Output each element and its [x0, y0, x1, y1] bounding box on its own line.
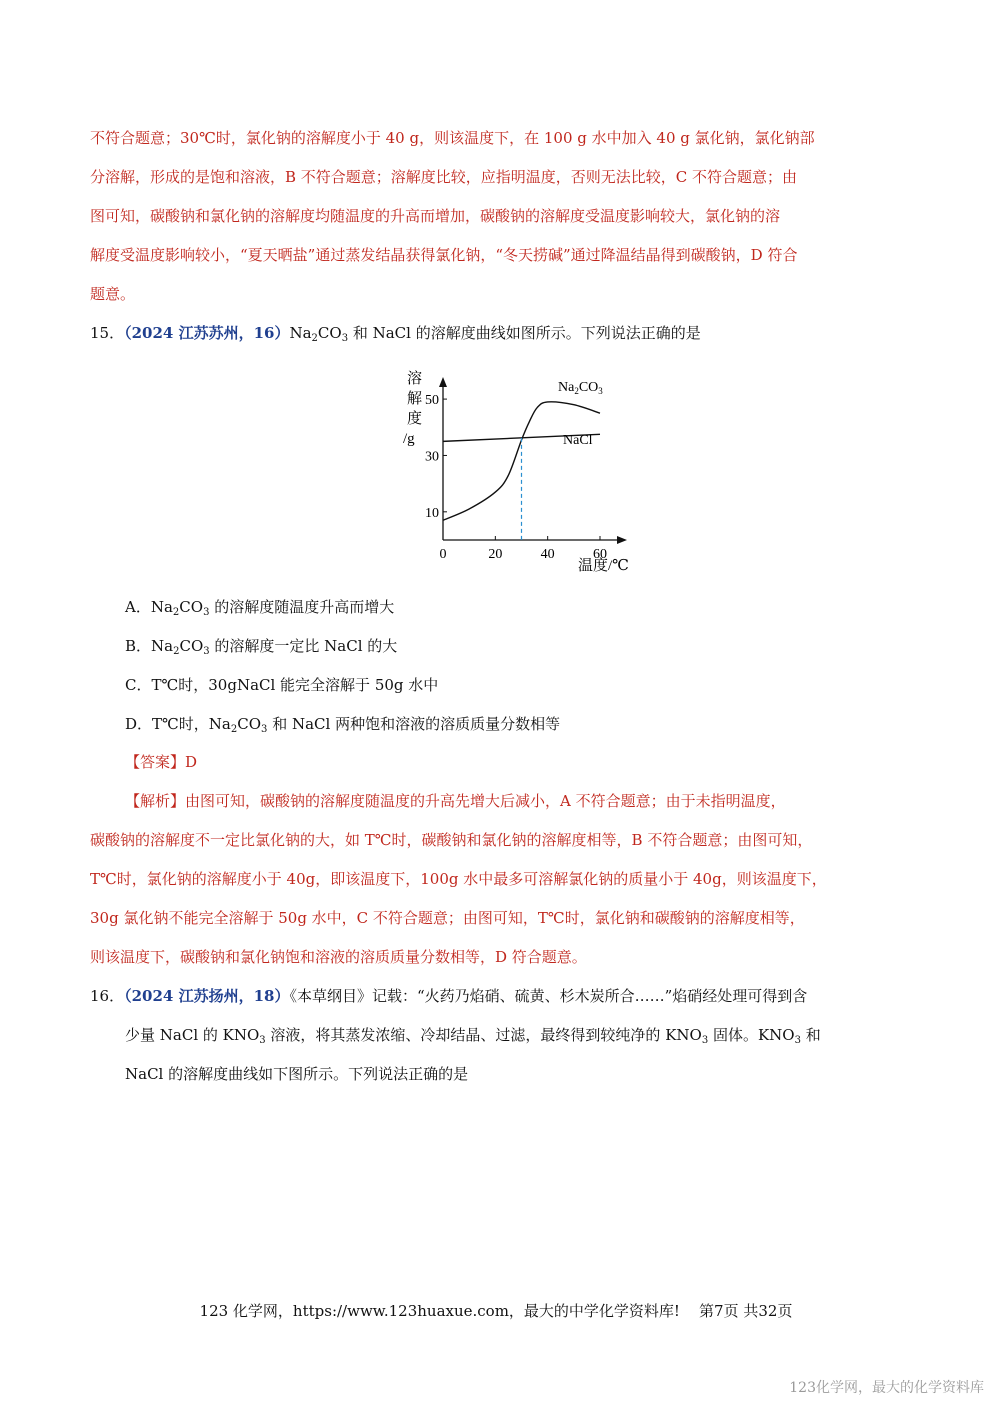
formula-text: CO	[179, 598, 204, 616]
answer-value: D	[185, 753, 198, 771]
analysis-line	[125, 791, 786, 811]
subscript: 3	[341, 333, 349, 344]
option-text: 的溶解度随温度升高而增大	[209, 598, 395, 616]
x-tick-label: 60	[593, 547, 607, 562]
option-a	[125, 597, 394, 617]
formula-text: CO	[237, 715, 262, 733]
analysis-line: 解度受温度影响较小，“夏天晒盐”通过蒸发结晶获得氯化钠，“冬天捞碱”通过降温结晶得到碳酸钠，D 符合	[90, 246, 798, 264]
page-footer	[0, 1300, 992, 1321]
analysis-label: 【解析】	[125, 792, 186, 810]
question-16-line-2	[125, 1025, 821, 1045]
x-tick-label: 0	[439, 547, 447, 562]
y-tick-label: 50	[425, 393, 439, 409]
analysis-text: 由图可知，碳酸钠的溶解度随温度的升高先增大后减小，A 不符合题意；由于未指明温度，	[185, 792, 786, 810]
subscript: 3	[203, 607, 210, 618]
option-text: A．Na	[125, 598, 173, 616]
analysis-line: 则该温度下，碳酸钠和氯化钠饱和溶液的溶质质量分数相等，D 符合题意。	[90, 948, 587, 966]
subscript: 2	[172, 607, 180, 618]
question-text: 和 NaCl 的溶解度曲线如图所示。下列说法正确的是	[348, 324, 701, 342]
x-axis-arrow	[617, 536, 627, 544]
x-tick-label: 40	[540, 547, 555, 562]
y-label-char: 解	[407, 391, 423, 407]
question-text: 少量 NaCl 的 KNO	[125, 1026, 260, 1044]
solubility-chart	[395, 365, 655, 580]
option-text: 和 NaCl 两种饱和溶液的溶质质量分数相等	[267, 715, 561, 733]
question-number: 15．	[90, 324, 125, 342]
footer-text: 123 化学网，https://www.123huaxue.com，最大的中学化学资料库!	[199, 1302, 680, 1320]
page-number: 第7页 共32页	[699, 1302, 793, 1320]
watermark: 123化学网，最大的化学资料库	[789, 1380, 984, 1396]
x-axis-label: 温度/℃	[578, 558, 629, 574]
y-axis-arrow	[439, 377, 447, 387]
y-axis-label	[403, 370, 422, 447]
question-text: 《本草纲目》记载：“火药乃焰硝、硫黄、杉木炭所合……”焰硝经处理可得到含	[289, 987, 808, 1005]
subscript: 3	[701, 1035, 709, 1046]
option-b	[125, 636, 397, 656]
formula-text: CO	[179, 637, 204, 655]
subscript: 2	[311, 333, 318, 344]
question-source: （2024 江苏苏州，16）	[124, 324, 290, 342]
subscript: 3	[203, 646, 210, 657]
option-text: D．T℃时，Na	[125, 715, 231, 733]
option-text: 的溶解度一定比 NaCl 的大	[209, 637, 398, 655]
question-source: （2024 江苏扬州，18）	[124, 987, 290, 1005]
subscript: 3	[261, 724, 268, 735]
y-tick-label: 10	[425, 505, 439, 521]
option-text: B．Na	[125, 637, 174, 655]
analysis-line: 分溶解，形成的是饱和溶液，B 不符合题意；溶解度比较，应指明温度，否则无法比较，C 不符合题意；由	[90, 168, 798, 186]
y-label-char: 度	[407, 411, 423, 427]
question-text: 固体。KNO	[708, 1026, 795, 1044]
analysis-line: 不符合题意；30℃时，氯化钠的溶解度小于 40 g，则该温度下，在 100 g 水中加入 40 g 氯化钠，氯化钠部	[90, 129, 815, 147]
x-tick-label: 20	[488, 547, 503, 562]
y-tick-label: 30	[425, 449, 439, 465]
analysis-line: 题意。	[90, 285, 136, 303]
subscript: 3	[259, 1035, 266, 1046]
y-label-char: /g	[403, 431, 415, 447]
analysis-line: 碳酸钠的溶解度不一定比氯化钠的大，如 T℃时，碳酸钠和氯化钠的溶解度相等，B 不符合题意；由图可知，	[90, 831, 813, 849]
question-16-stem	[90, 986, 807, 1006]
y-label-char: 溶	[407, 371, 423, 387]
formula-text: CO	[317, 324, 342, 342]
subscript: 2	[230, 724, 238, 735]
legend-nacl: NaCl	[563, 433, 593, 448]
option-c: C．T℃时，30gNaCl 能完全溶解于 50g 水中	[125, 676, 439, 694]
analysis-line: 30g 氯化钠不能完全溶解于 50g 水中，C 不符合题意；由图可知，T℃时，氯化钠和碳酸钠的溶解度相等，	[90, 909, 805, 927]
formula-text: Na	[289, 324, 312, 342]
question-text: 和	[800, 1026, 821, 1044]
question-15-stem	[90, 323, 701, 343]
question-text: 溶液，将其蒸发浓缩、冷却结晶、过滤，最终得到较纯净的 KNO	[265, 1026, 702, 1044]
answer	[125, 752, 197, 772]
option-d	[125, 714, 560, 734]
question-number: 16．	[90, 987, 125, 1005]
subscript: 2	[173, 646, 180, 657]
answer-label: 【答案】	[125, 753, 186, 771]
analysis-line: 图可知，碳酸钠和氯化钠的溶解度均随温度的升高而增加，碳酸钠的溶解度受温度影响较大，氯化钠的溶	[90, 207, 781, 225]
legend-na2co3: $Na_2CO_3$	[558, 380, 603, 396]
subscript: 3	[794, 1035, 801, 1046]
analysis-line: T℃时，氯化钠的溶解度小于 40g，即该温度下，100g 水中最多可溶解氯化钠的质量小于 40g，则该温度下，	[90, 870, 827, 888]
question-16-line-3: NaCl 的溶解度曲线如下图所示。下列说法正确的是	[125, 1065, 469, 1083]
